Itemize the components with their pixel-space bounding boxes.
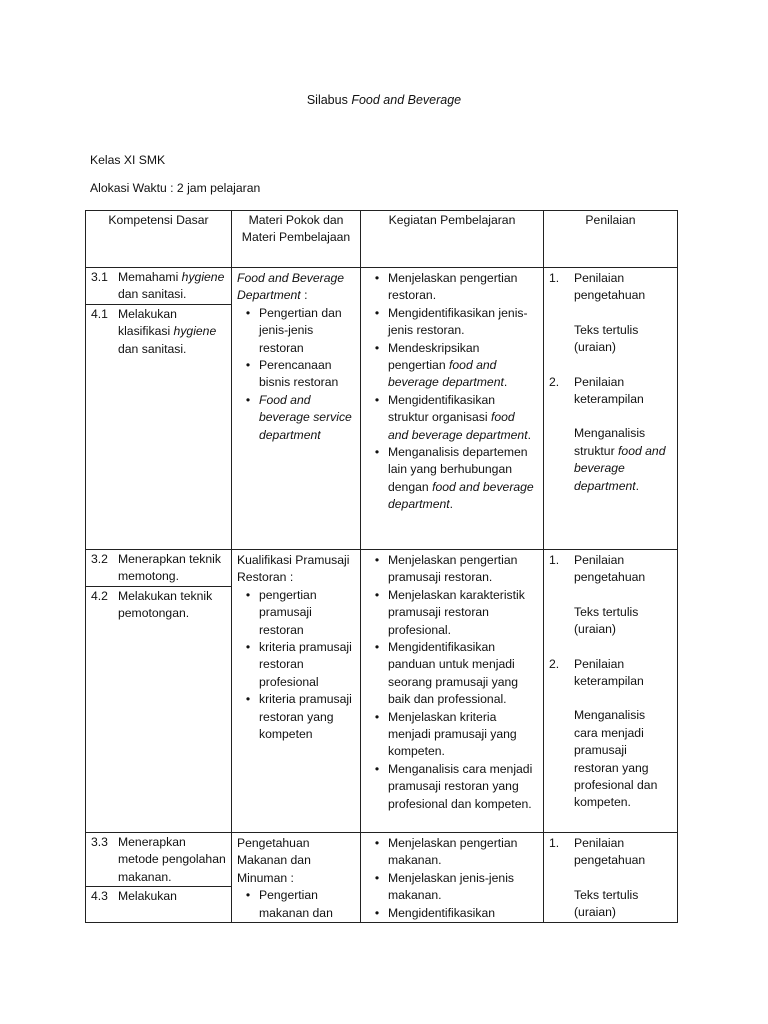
kompetensi-item [86, 833, 231, 886]
penilaian-detail [549, 425, 672, 495]
text-run: Mengidentifikasikan struktur organisasi [388, 392, 496, 425]
text-run: food and beverage department [574, 443, 666, 493]
kegiatan-item [366, 305, 538, 340]
spacer [549, 357, 672, 374]
table-header-row [86, 211, 678, 268]
kompetensi-number: 3.3 [91, 835, 108, 849]
kegiatan-item [366, 905, 538, 922]
penilaian-cell [544, 268, 678, 550]
text-run: Pengertian makanan dan [259, 888, 333, 920]
text-run: Food and Beverage Department [237, 271, 345, 303]
bullet-icon: • [245, 305, 251, 320]
kegiatan-item [366, 870, 538, 905]
text-run: Menjelaskan pengertian makanan. [388, 836, 518, 868]
bullet-icon: • [374, 553, 380, 567]
time-allocation-label: Alokasi Waktu : 2 jam pelajaran [90, 181, 261, 195]
text-run: Menganalisis cara menjadi pramusaji restoran yang profesional dan kompeten. [574, 708, 658, 810]
text-run: Melakukan klasifikasi [118, 306, 177, 339]
materi-item [237, 357, 355, 392]
bullet-icon: • [245, 640, 251, 655]
penilaian-detail [549, 887, 672, 922]
class-label: Kelas XI SMK [90, 153, 166, 167]
kegiatan-item [366, 392, 538, 444]
kegiatan-list [366, 270, 538, 514]
text-run: Melakukan teknik pemotongan. [118, 588, 213, 621]
kegiatan-item-text [388, 587, 538, 639]
kompetensi-cell [86, 833, 232, 923]
header-penilaian: Penilaian [544, 211, 678, 268]
bullet-icon: • [245, 358, 251, 373]
penilaian-detail [549, 322, 672, 357]
text-run: hygiene [178, 270, 225, 284]
materi-list [237, 887, 355, 922]
penilaian-number: 1. [549, 271, 560, 285]
text-run: kriteria pramusaji restoran profesional [259, 640, 352, 689]
text-run: : [300, 288, 308, 303]
penilaian-number: 2. [549, 374, 560, 389]
penilaian-detail [549, 604, 672, 639]
kompetensi-item [86, 268, 231, 304]
penilaian-label: Penilaian pengetahuan [574, 271, 646, 303]
kegiatan-item-text [388, 340, 538, 392]
materi-item [237, 639, 355, 691]
text-run: Mendeskripsikan pengertian [388, 340, 480, 373]
spacer [549, 587, 672, 604]
text-run: Menganalisis departemen lain yang berhubungan dengan [388, 445, 528, 494]
text-run: Menganalisis cara menjadi pramusaji restoran yang profesional dan kompeten. [388, 761, 533, 811]
kegiatan-item [366, 761, 538, 813]
penilaian-number: 2. [549, 656, 560, 671]
table-row [86, 833, 678, 923]
penilaian-label: Penilaian keterampilan [574, 374, 644, 407]
text-run: food and beverage department [388, 479, 534, 512]
text-run: dan sanitasi. [118, 287, 187, 302]
materi-heading [237, 270, 355, 305]
bullet-icon: • [374, 836, 380, 850]
spacer [549, 870, 672, 887]
text-run: Melakukan [118, 889, 177, 904]
kegiatan-item [366, 587, 538, 639]
text-run: Food and beverage service department [259, 392, 352, 442]
spacer [549, 639, 672, 656]
penilaian-item [549, 270, 672, 305]
kompetensi-text [118, 269, 226, 304]
bullet-icon: • [245, 392, 251, 407]
kegiatan-item-text [388, 835, 538, 870]
kegiatan-item-text [388, 552, 538, 587]
spacer [549, 305, 672, 322]
kompetensi-number: 3.1 [91, 270, 108, 284]
kompetensi-item [86, 304, 231, 358]
kompetensi-number: 4.3 [91, 889, 108, 904]
text-run: Mengidentifikasikan jenis-jenis restoran. [388, 305, 528, 338]
penilaian-list [549, 270, 672, 495]
penilaian-item [549, 374, 672, 409]
kegiatan-item [366, 835, 538, 870]
kegiatan-cell [361, 268, 544, 550]
header-kegiatan: Kegiatan Pembelajaran [361, 211, 544, 268]
penilaian-number: 1. [549, 836, 560, 850]
header-materi: Materi Pokok dan Materi Pembelajaan [232, 211, 361, 268]
text-run: pengertian pramusaji restoran [259, 587, 317, 637]
text-run: . [503, 375, 508, 390]
penilaian-item [549, 656, 672, 691]
materi-item-text [259, 587, 355, 639]
penilaian-label: Penilaian pengetahuan [574, 553, 646, 585]
kegiatan-item-text [388, 305, 538, 340]
text-run: Teks tertulis (uraian) [574, 887, 639, 920]
text-run: Mengidentifikasikan [388, 905, 496, 920]
kompetensi-number: 4.1 [91, 306, 108, 321]
kegiatan-item-text [388, 761, 538, 813]
bullet-icon: • [374, 340, 380, 355]
text-run: dan sanitasi. [118, 341, 187, 356]
penilaian-label: Penilaian pengetahuan [574, 836, 646, 868]
bullet-icon: • [245, 888, 251, 903]
kompetensi-cell [86, 550, 232, 833]
materi-item [237, 887, 355, 922]
bullet-icon: • [245, 587, 251, 602]
penilaian-cell [544, 833, 678, 923]
text-run: food and beverage department [388, 358, 504, 390]
header-kompetensi: Kompetensi Dasar [86, 211, 232, 268]
penilaian-list [549, 835, 672, 922]
bullet-icon: • [245, 692, 251, 707]
kegiatan-item-text [388, 870, 538, 905]
bullet-icon: • [374, 640, 380, 655]
materi-item [237, 691, 355, 743]
penilaian-label: Penilaian keterampilan [574, 656, 644, 689]
penilaian-detail [549, 707, 672, 811]
bullet-icon: • [374, 709, 380, 724]
bullet-icon: • [374, 905, 380, 920]
kompetensi-text [118, 588, 226, 623]
text-run: Perencanaan bisnis restoran [259, 358, 339, 390]
bullet-icon: • [374, 445, 380, 460]
materi-list [237, 305, 355, 444]
materi-item-text [259, 357, 355, 392]
materi-cell [232, 550, 361, 833]
text-run: Memahami [118, 270, 179, 284]
materi-item-text [259, 392, 355, 444]
kegiatan-item [366, 639, 538, 709]
text-run: Teks tertulis (uraian) [574, 322, 639, 355]
kompetensi-text [118, 306, 226, 358]
text-run: . [449, 497, 454, 512]
penilaian-list [549, 552, 672, 812]
materi-item-text [259, 305, 355, 357]
text-run: Pengetahuan Makanan dan Minuman : [237, 836, 311, 885]
text-run: hygiene [170, 324, 217, 339]
page-title: Silabus Food and Beverage [306, 93, 462, 107]
kompetensi-number: 4.2 [91, 588, 108, 603]
materi-item [237, 305, 355, 357]
text-run: kriteria pramusaji restoran yang kompeten [259, 692, 352, 742]
kegiatan-item-text [388, 444, 538, 514]
text-run: Menjelaskan pengertian restoran. [388, 271, 518, 303]
materi-list [237, 587, 355, 744]
kompetensi-cell [86, 268, 232, 550]
bullet-icon: • [374, 587, 380, 602]
penilaian-cell [544, 550, 678, 833]
text-run: Menjelaskan karakteristik pramusaji restoran profesional. [388, 587, 525, 637]
bullet-icon: • [374, 305, 380, 320]
kegiatan-cell [361, 550, 544, 833]
kompetensi-text [118, 551, 226, 586]
kegiatan-cell [361, 833, 544, 923]
kegiatan-list [366, 835, 538, 922]
table-row [86, 268, 678, 550]
kegiatan-item [366, 444, 538, 514]
kegiatan-item-text [388, 709, 538, 761]
text-run: Menjelaskan pengertian pramusaji restoran. [388, 553, 518, 585]
table-row [86, 550, 678, 833]
penilaian-item [549, 552, 672, 587]
text-run: Kualifikasi Pramusaji Restoran : [237, 553, 350, 585]
text-run: Menjelaskan kriteria menjadi pramusaji yang kompeten. [388, 709, 517, 759]
materi-heading [237, 552, 355, 587]
materi-item [237, 392, 355, 444]
text-run: Pengertian dan jenis-jenis restoran [259, 305, 342, 355]
kegiatan-item [366, 270, 538, 305]
kegiatan-item [366, 552, 538, 587]
kegiatan-list [366, 552, 538, 813]
text-run: Menerapkan teknik memotong. [118, 552, 221, 584]
kompetensi-text [118, 834, 226, 886]
kegiatan-item-text [388, 392, 538, 444]
kegiatan-item [366, 709, 538, 761]
kompetensi-item [86, 586, 231, 623]
bullet-icon: • [374, 870, 380, 885]
text-run: . [635, 478, 640, 493]
kegiatan-item-text [388, 639, 538, 709]
kegiatan-item [366, 340, 538, 392]
text-run: Teks tertulis (uraian) [574, 604, 639, 637]
bullet-icon: • [374, 392, 380, 407]
text-run: Menjelaskan jenis-jenis makanan. [388, 870, 514, 903]
kompetensi-number: 3.2 [91, 552, 108, 566]
kegiatan-item-text [388, 905, 538, 922]
materi-item [237, 587, 355, 639]
text-run: Mengidentifikasikan panduan untuk menjadi seorang pramusaji yang baik dan professional. [388, 640, 519, 707]
spacer [549, 408, 672, 425]
bullet-icon: • [374, 761, 380, 776]
materi-item-text [259, 691, 355, 743]
kompetensi-item [86, 886, 231, 905]
penilaian-number: 1. [549, 553, 560, 567]
text-run: food and beverage department [388, 410, 528, 442]
text-run: . [527, 427, 531, 442]
spacer [549, 690, 672, 707]
materi-heading [237, 835, 355, 887]
kompetensi-item [86, 550, 231, 586]
bullet-icon: • [374, 271, 380, 285]
kompetensi-text [118, 888, 226, 905]
materi-cell [232, 268, 361, 550]
materi-cell [232, 833, 361, 923]
penilaian-item [549, 835, 672, 870]
text-run: Menerapkan metode pengolahan makanan. [118, 835, 226, 884]
text-run: Menganalisis struktur [574, 426, 646, 458]
materi-item-text [259, 887, 355, 922]
kegiatan-item-text [388, 270, 538, 305]
materi-item-text [259, 639, 355, 691]
syllabus-table [85, 210, 678, 923]
